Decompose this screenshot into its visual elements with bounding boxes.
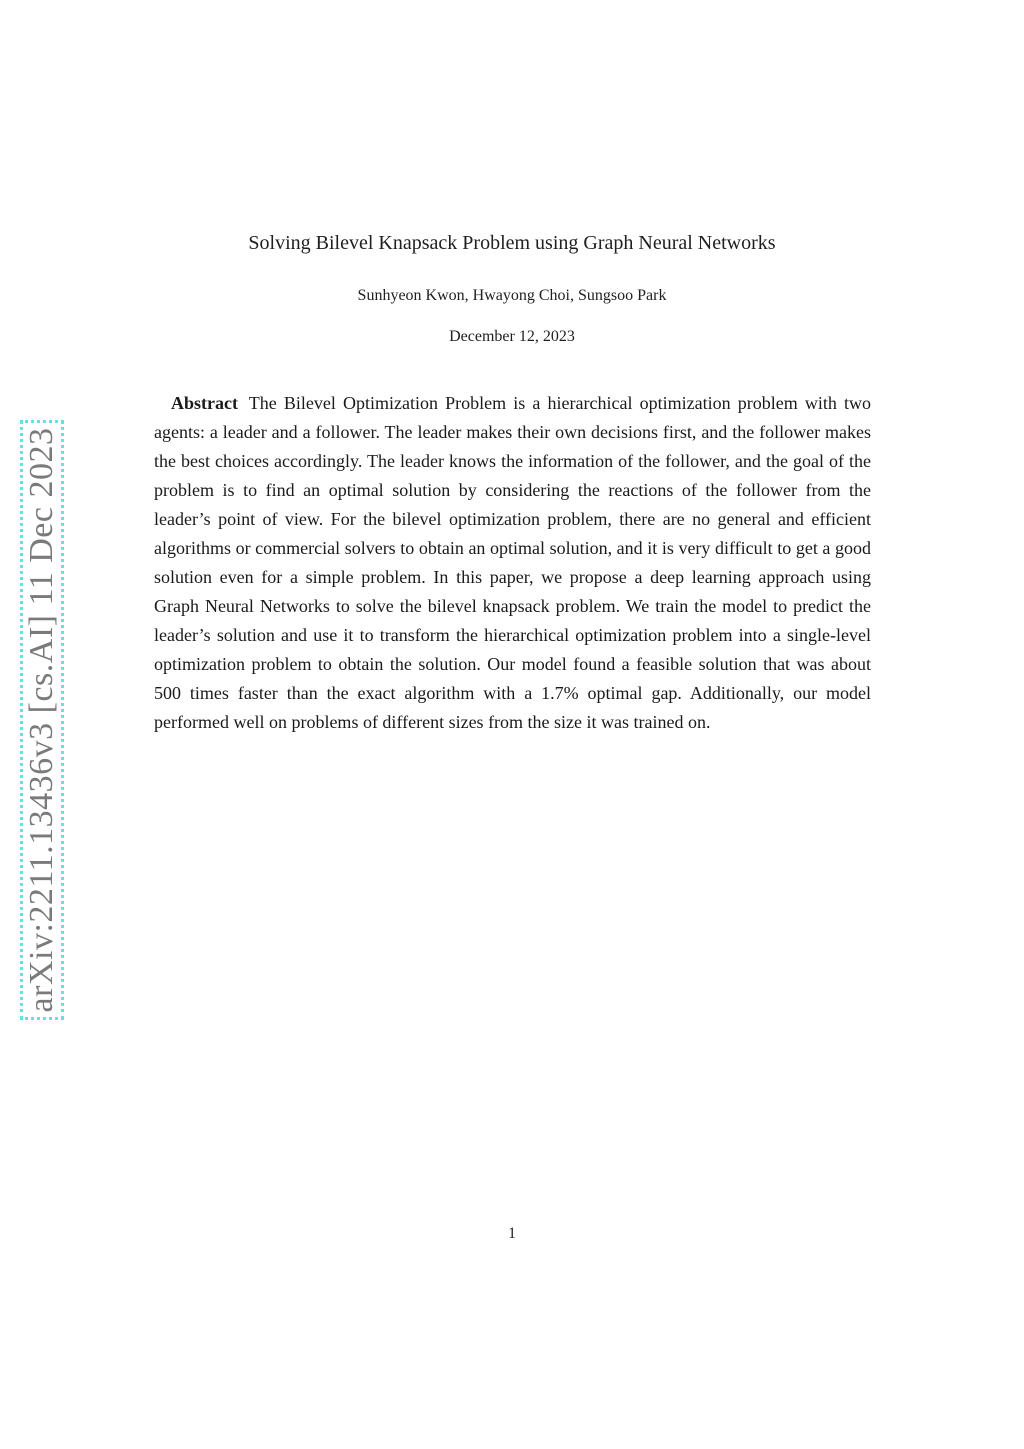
arxiv-identifier[interactable]: arXiv:2211.13436v3 [cs.AI] 11 Dec 2023 (23, 427, 60, 1013)
page-number: 1 (508, 1225, 516, 1242)
abstract-text: The Bilevel Optimization Problem is a hierarchical optimization problem with two agents: a leader and a follower. The leader makes their own decisions first, and the follower makes the best choices accordingly. The leader knows the information of the follower, and the goal of the problem is to find an optimal solution by considering the reactions of the follower from the leader’s point of view. For the bilevel optimization problem, there are no general and efficient algorithms or commercial solvers to obtain an optimal solution, and it is very difficult to get a good solution even for a simple problem. In this paper, we propose a deep learning approach using Graph Neural Networks to solve the bilevel knapsack problem. We train the model to predict the leader’s solution and use it to transform the hierarchical optimization problem into a single-level optimization problem to obtain the solution. Our model found a feasible solution that was about 500 times faster than the exact algorithm with a 1.7% optimal gap. Additionally, our model performed well on problems of different sizes from the size it was trained on. (154, 393, 871, 732)
abstract-label: Abstract (171, 393, 238, 413)
arxiv-side-stamp (20, 420, 64, 1020)
abstract-paragraph (154, 389, 871, 737)
paper-date: December 12, 2023 (449, 328, 575, 345)
paper-authors: Sunhyeon Kwon, Hwayong Choi, Sungsoo Park (357, 287, 667, 304)
paper-title: Solving Bilevel Knapsack Problem using Graph Neural Networks (248, 232, 776, 254)
